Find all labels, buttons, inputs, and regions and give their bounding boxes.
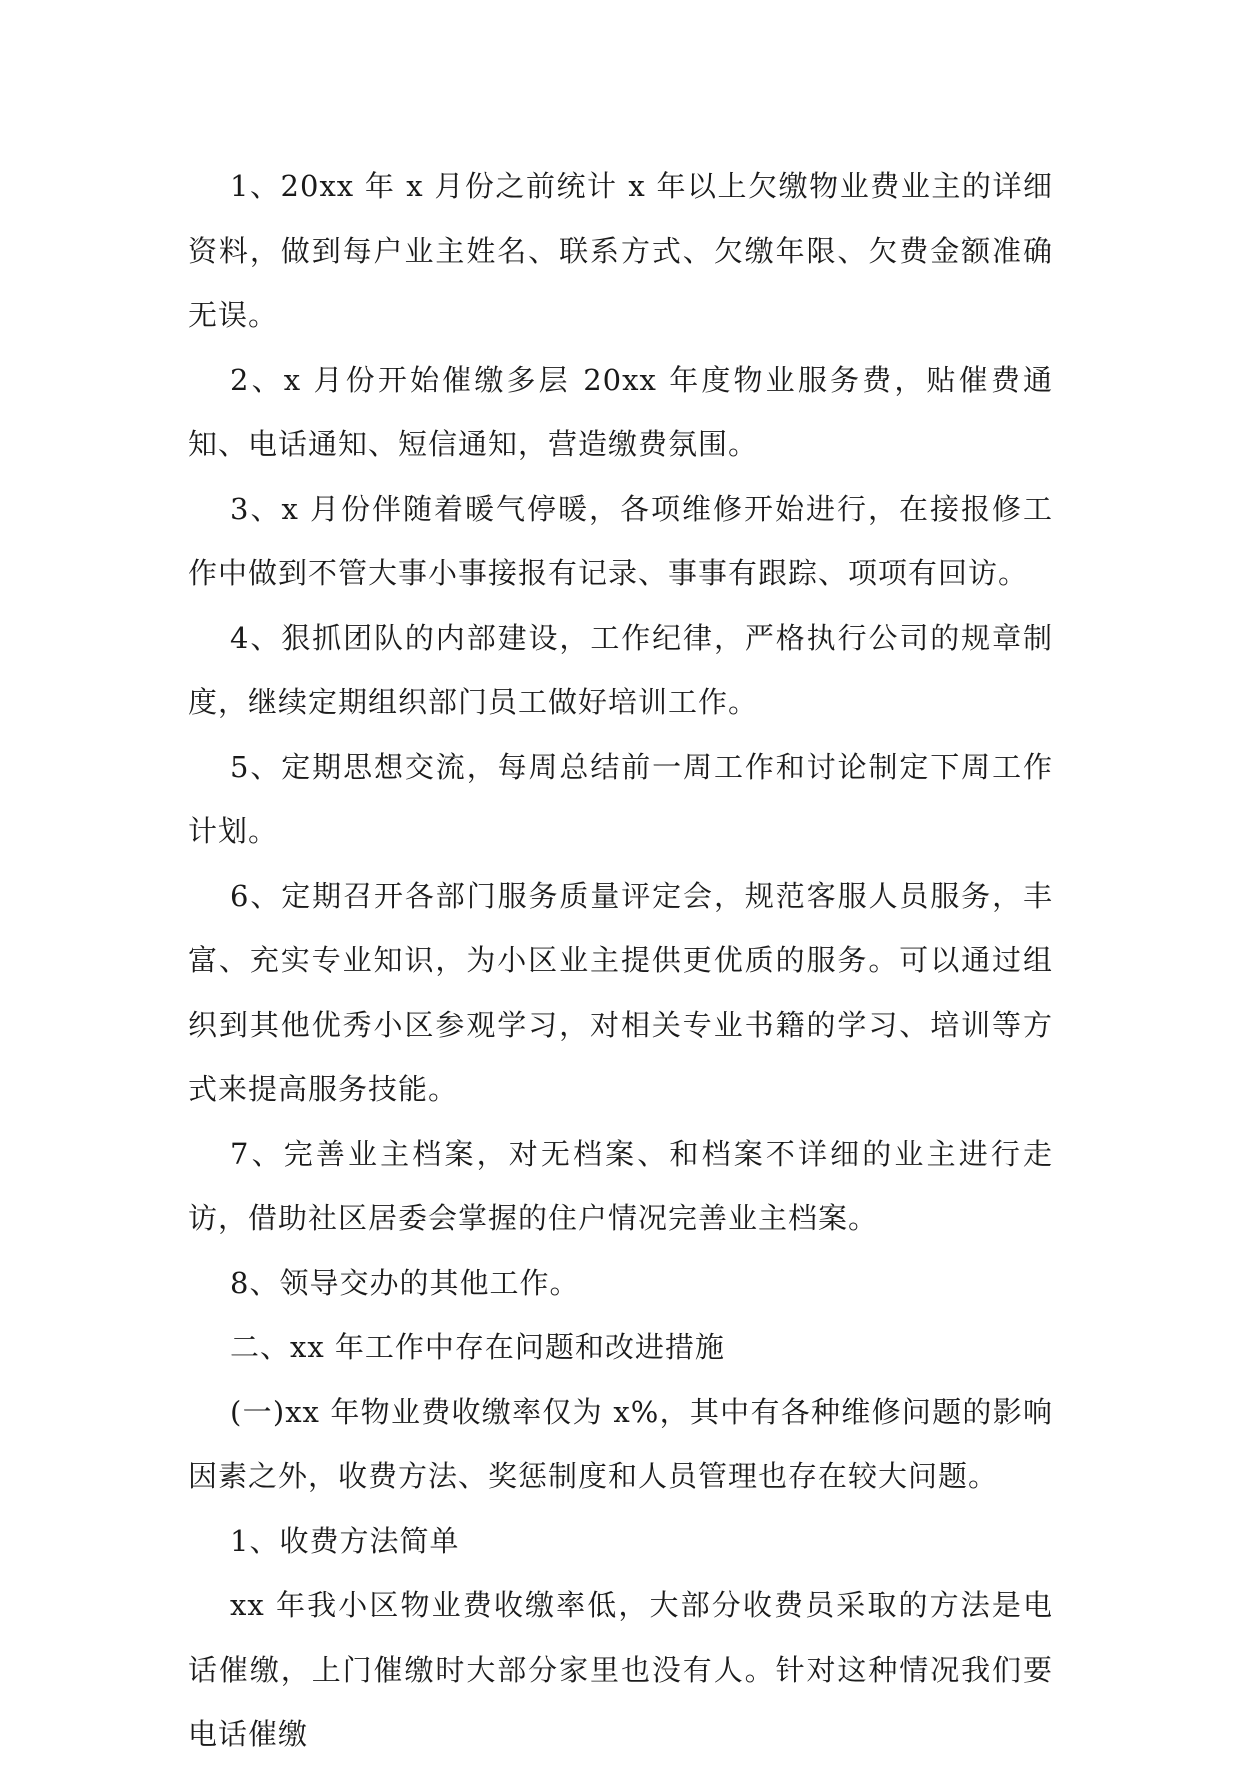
paragraph-item-8: 8、领导交办的其他工作。 <box>230 1265 580 1300</box>
section-heading: 二、xx 年工作中存在问题和改进措施 <box>230 1330 725 1364</box>
paragraph-item-4: 4、狠抓团队的内部建设，工作纪律，严格执行公司的规章制度，继续定期组织部门员工做好培训工作。 <box>188 620 1053 719</box>
paragraph-item-3: 3、x 月份伴随着暖气停暖，各项维修开始进行，在接报修工作中做到不管大事小事接报有记录、事事有跟踪、项项有回访。 <box>188 491 1053 590</box>
body-paragraph: xx 年我小区物业费收缴率低，大部分收费员采取的方法是电话催缴，上门催缴时大部分家里也没有人。针对这种情况我们要电话催缴 <box>188 1588 1053 1751</box>
document-body <box>188 154 1053 1767</box>
paragraph-item-6: 6、定期召开各部门服务质量评定会，规范客服人员服务，丰富、充实专业知识，为小区业主提供更优质的服务。可以通过组织到其他优秀小区参观学习，对相关专业书籍的学习、培训等方式来提高服务技能。 <box>188 878 1053 1106</box>
paragraph-item-5: 5、定期思想交流，每周总结前一周工作和讨论制定下周工作计划。 <box>188 749 1053 848</box>
subheading-item: 1、收费方法简单 <box>230 1523 460 1558</box>
paragraph-item-7: 7、完善业主档案，对无档案、和档案不详细的业主进行走访，借助社区居委会掌握的住户情况完善业主档案。 <box>188 1136 1053 1235</box>
paragraph-item-1: 1、20xx 年 x 月份之前统计 x 年以上欠缴物业费业主的详细资料，做到每户业主姓名、联系方式、欠缴年限、欠费金额准确无误。 <box>188 169 1053 332</box>
subsection-paragraph: (一)xx 年物业费收缴率仅为 x%，其中有各种维修问题的影响因素之外，收费方法、奖惩制度和人员管理也存在较大问题。 <box>188 1394 1053 1493</box>
paragraph-item-2: 2、x 月份开始催缴多层 20xx 年度物业服务费，贴催费通知、电话通知、短信通知，营造缴费氛围。 <box>188 362 1053 461</box>
